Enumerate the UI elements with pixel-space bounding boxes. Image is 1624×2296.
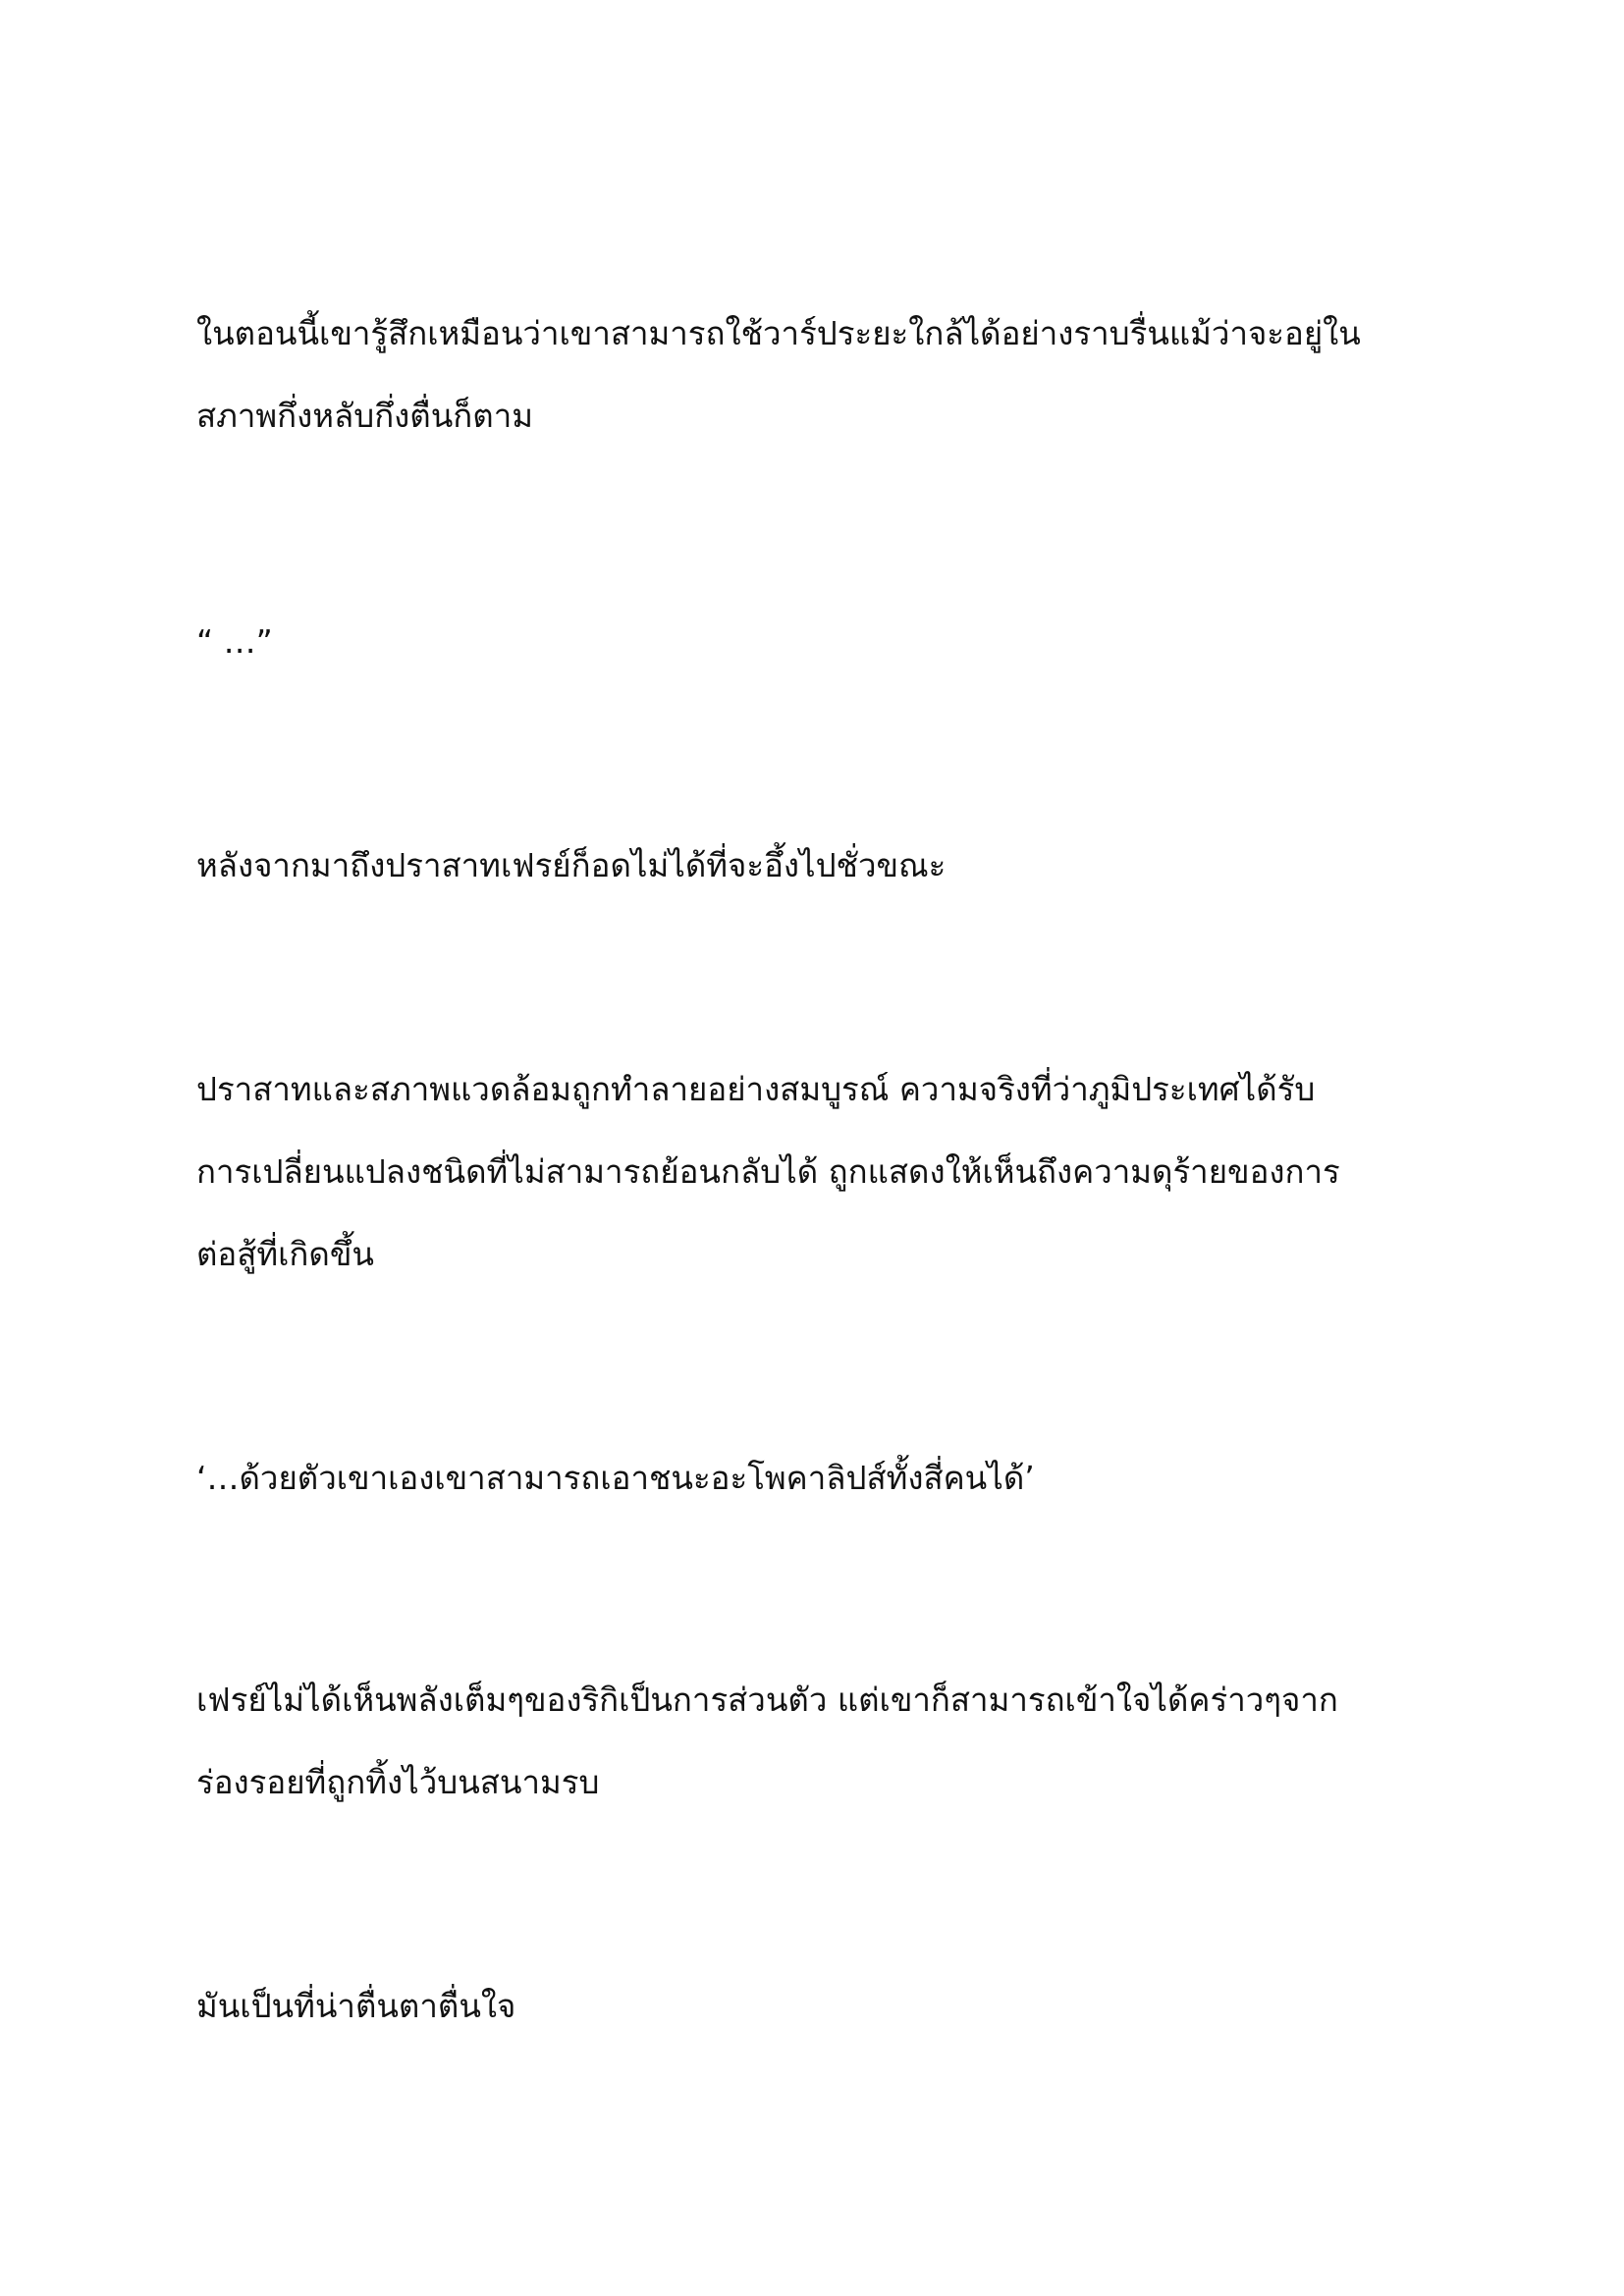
paragraph-line: สภาพกึ่งหลับกึ่งตื่นก็ตาม (196, 397, 533, 435)
paragraph-line: ร่องรอยที่ถูกทิ้งไว้บนสนามรบ (196, 1763, 600, 1801)
paragraph-3 (196, 825, 1453, 907)
paragraph-1 (196, 293, 1453, 457)
paragraph-2 (196, 601, 1453, 683)
paragraph-line: มันเป็นที่น่าตื่นตาตื่นใจ (196, 1987, 516, 2025)
paragraph-line: ‘…ด้วยตัวเขาเองเขาสามารถเอาชนะอะโพคาลิปส์ทั้งสี่คนได้’ (196, 1459, 1035, 1497)
paragraph-6 (196, 1659, 1453, 1824)
paragraph-4 (196, 1048, 1453, 1296)
paragraph-line: เฟรย์ไม่ได้เห็นพลังเต็มๆของริกิเป็นการส่วนตัว แต่เขาก็สามารถเข้าใจได้คร่าวๆจาก (196, 1681, 1338, 1719)
paragraph-line: ในตอนนี้เขารู้สึกเหมือนว่าเขาสามารถใช้วาร์ประยะใกล้ได้อย่างราบรื่นแม้ว่าจะอยู่ใน (196, 314, 1361, 352)
paragraph-line: ปราสาทและสภาพแวดล้อมถูกทำลายอย่างสมบูรณ์ ความจริงที่ว่าภูมิประเทศได้รับ (196, 1070, 1316, 1108)
paragraph-line: การเปลี่ยนแปลงชนิดที่ไม่สามารถย้อนกลับได้ ถูกแสดงให้เห็นถึงความดุร้ายของการ (196, 1152, 1340, 1191)
paragraph-line: ต่อสู้ที่เกิดขึ้น (196, 1235, 374, 1273)
paragraph-line: หลังจากมาถึงปราสาทเฟรย์ก็อดไม่ได้ที่จะอึ้งไปชั่วขณะ (196, 846, 947, 884)
paragraph-line: “ …” (196, 622, 273, 661)
paragraph-7 (196, 1965, 1453, 2048)
paragraph-5 (196, 1437, 1453, 1520)
